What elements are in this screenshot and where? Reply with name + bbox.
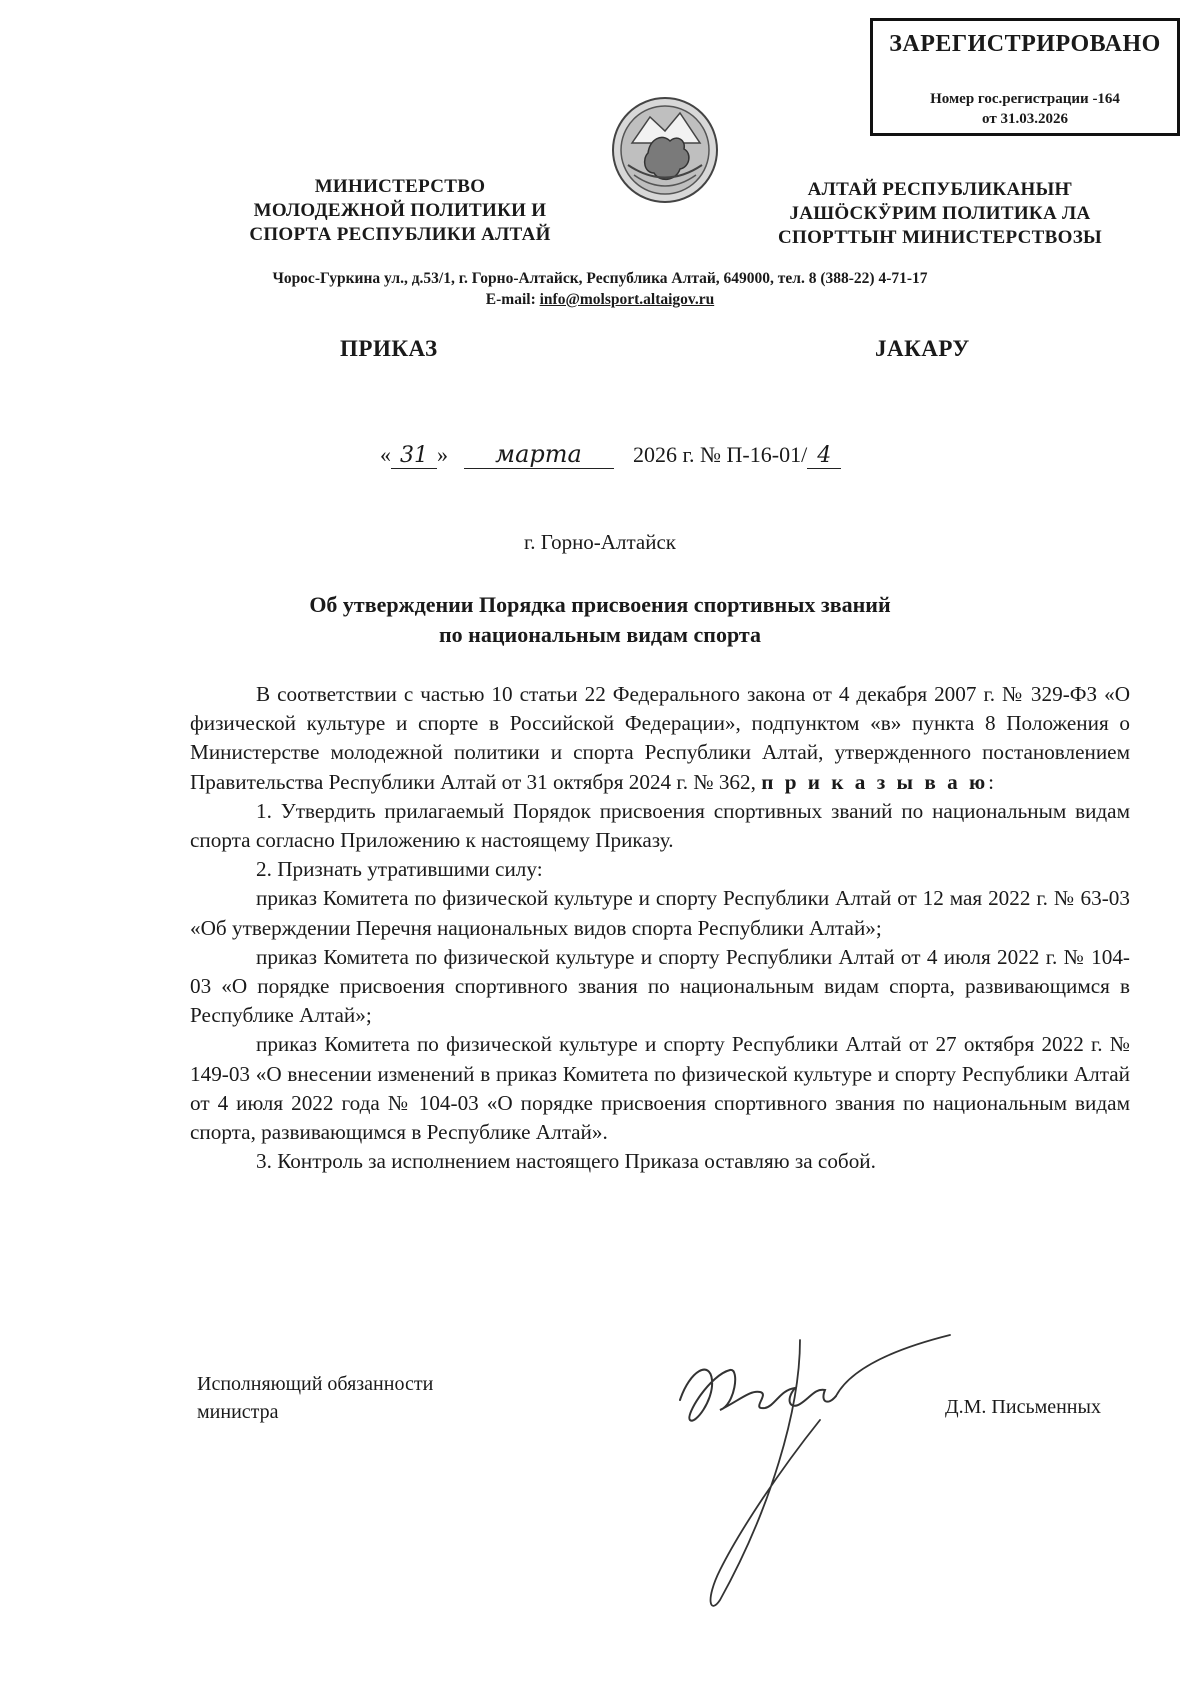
- document-title-line: Об утверждении Порядка присвоения спортивных званий: [309, 592, 891, 617]
- document-title-line: по национальным видам спорта: [438, 622, 762, 647]
- date-close-quote: »: [437, 442, 448, 467]
- stamp-reg-number: Номер гос.регистрации -164: [930, 91, 1120, 107]
- email-label: E-mail:: [485, 291, 536, 308]
- order-city: г. Горно-Алтайск: [524, 530, 676, 554]
- order-number-suffix: 4: [807, 443, 841, 469]
- ministry-alt-line: СПОРТТЫҤ МИНИСТЕРСТВОЗЫ: [778, 227, 1102, 248]
- signatory-position-line: министра: [197, 1401, 279, 1423]
- preamble-paragraph: [190, 680, 1130, 797]
- document-body: [190, 680, 1130, 1176]
- ministry-ru-line: МОЛОДЕЖНОЙ ПОЛИТИКИ И: [253, 200, 547, 221]
- ministry-address: [100, 268, 1100, 310]
- order-word: п р и к а з ы в а ю: [761, 769, 989, 794]
- registration-stamp: [870, 18, 1180, 136]
- order-date-number: [380, 440, 1020, 480]
- stamp-title: ЗАРЕГИСТРИРОВАНО: [889, 31, 1161, 57]
- ministry-ru-line: МИНИСТЕРСТВО: [314, 176, 486, 197]
- ministry-name-altai: [760, 178, 1120, 250]
- order-colon: :: [988, 769, 995, 794]
- signatory-position: [197, 1370, 433, 1426]
- signatory-position-line: Исполняющий обязанности: [197, 1373, 434, 1395]
- ministry-ru-line: СПОРТА РЕСПУБЛИКИ АЛТАЙ: [249, 224, 551, 245]
- handwritten-signature: [650, 1330, 970, 1620]
- ministry-name-russian: [235, 175, 565, 247]
- order-title-altai: ЈАКАРУ: [875, 336, 970, 361]
- signatory-name: Д.М. Письменных: [945, 1396, 1101, 1418]
- ministry-alt-line: ЈАШӦСКӰРИМ ПОЛИТИКА ЛА: [789, 203, 1091, 224]
- item-2-repealed-order-a: приказ Комитета по физической культуре и спорту Республики Алтай от 12 мая 2022 г. № 63-03 «Об утверждении Перечня национальных видов спорта Республики Алтай»;: [190, 886, 1130, 940]
- order-year-number: 2026 г. № П-16-01/: [633, 442, 808, 467]
- email-line: [100, 289, 1100, 310]
- order-day: 31: [391, 443, 437, 469]
- address-line: Чорос-Гуркина ул., д.53/1, г. Горно-Алтайск, Республика Алтай, 649000, тел. 8 (388-22) 4-71-17: [272, 270, 928, 287]
- preamble-text: В соответствии с частью 10 статьи 22 Федерального закона от 4 декабря 2007 г. № 329-ФЗ «О физической культуре и спорте в Российской Федерации», подпунктом «в» пункта 8 Положения о Министерстве молодежной политики и спорта Республики Алтай, утвержденного постановлением Правительства Республики Алтай от 31 октября 2024 г. № 362,: [190, 682, 1130, 794]
- order-title-russian: ПРИКАЗ: [340, 336, 438, 361]
- item-2: 2. Признать утратившими силу:: [256, 857, 543, 882]
- order-month: марта: [464, 440, 614, 469]
- item-2-repealed-order-b: приказ Комитета по физической культуре и спорту Республики Алтай от 4 июля 2022 г. № 104-03 «О порядке присвоения спортивного звания по национальным видам спорта, развивающимся в Республике Алтай»;: [190, 944, 1130, 1028]
- email-link[interactable]: info@molsport.altaigov.ru: [539, 291, 715, 308]
- ministry-alt-line: АЛТАЙ РЕСПУБЛИКАНЫҤ: [807, 179, 1073, 200]
- item-3: 3. Контроль за исполнением настоящего Приказа оставляю за собой.: [256, 1149, 876, 1174]
- date-open-quote: «: [380, 442, 391, 467]
- document-title: [150, 590, 1050, 650]
- item-1: 1. Утвердить прилагаемый Порядок присвоения спортивных званий по национальным видам спорта согласно Приложению к настоящему Приказу.: [190, 798, 1130, 853]
- item-2-repealed-order-c: приказ Комитета по физической культуре и спорту Республики Алтай от 27 октября 2022 г. № 149-03 «О внесении изменений в приказ Комитета по физической культуре и спорту Республики Алтай от 4 июля 2022 года № 104-03 «О порядке присвоения спортивного звания по национальным видам спорта, развивающимся в Республике Алтай».: [190, 1032, 1130, 1145]
- stamp-reg-date: от 31.03.2026: [982, 111, 1068, 127]
- coat-of-arms-emblem: [610, 95, 720, 205]
